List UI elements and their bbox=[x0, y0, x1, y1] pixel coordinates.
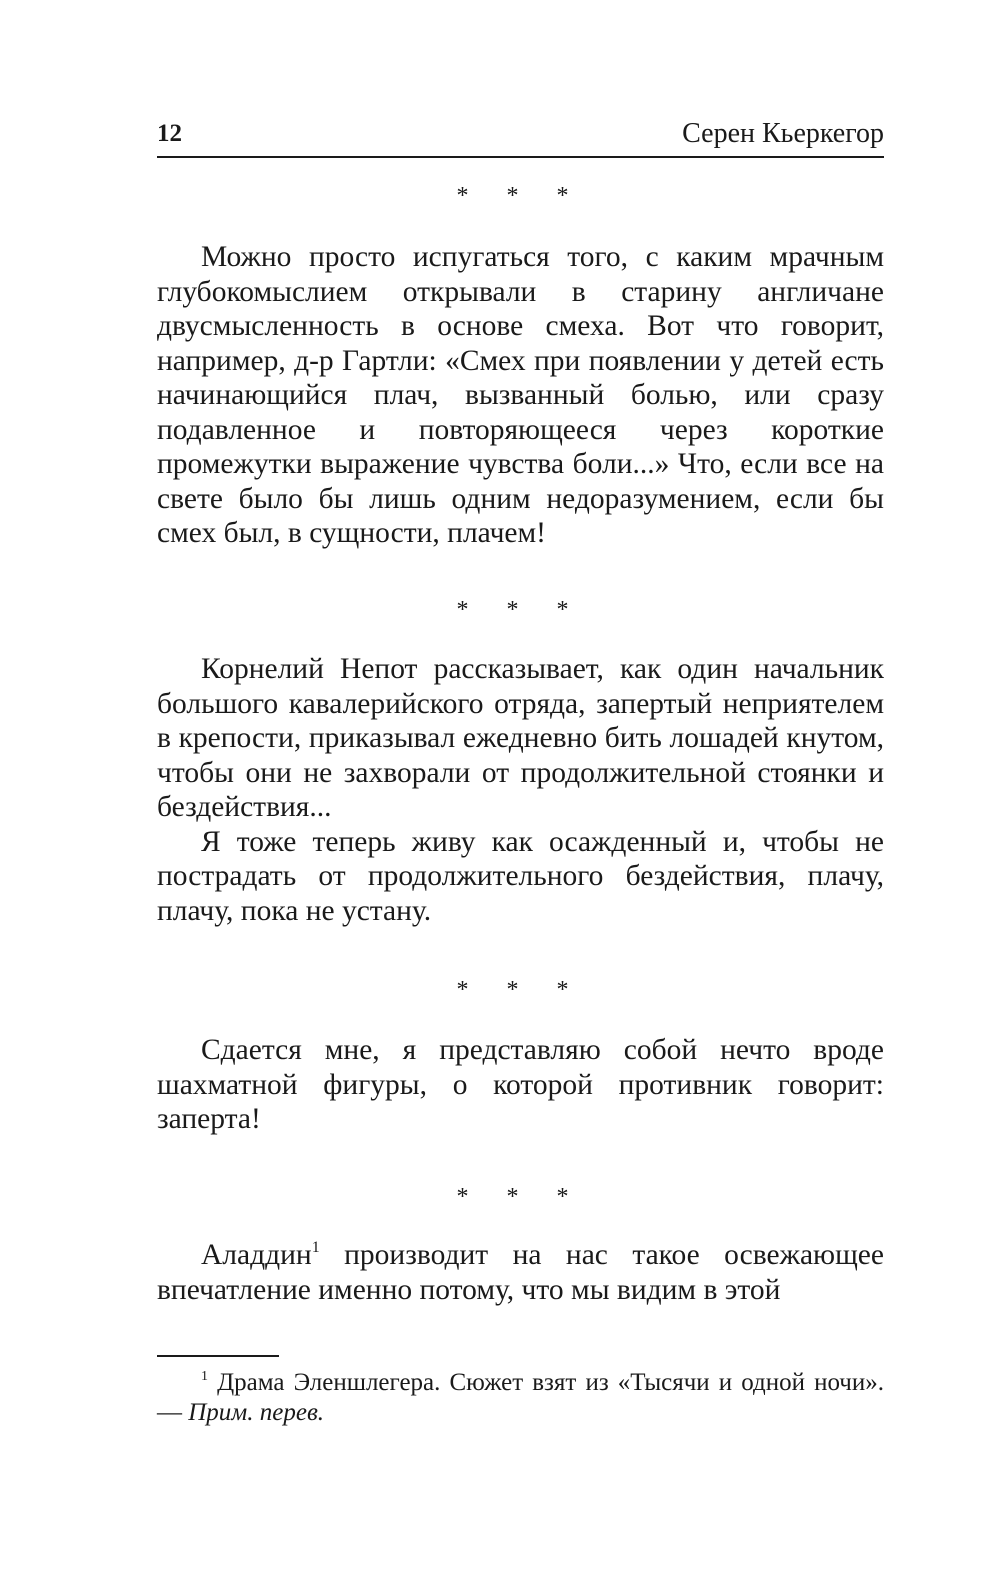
paragraph: Можно просто испугаться того, с каким мрачным глубокомыслием открывали в старину англичане двусмысленность в основе смеха. Вот что говорит, например, д-р Гартли: «Смех при появлении у детей есть начинающийся плач, вызванный болью, или сразу подавленное и повторяющееся через короткие промежутки выражение чувства боли...» Что, если все на свете было бы лишь одним недоразумением, если бы смех был, в сущности, плачем! bbox=[157, 241, 884, 549]
paragraph bbox=[157, 1238, 884, 1307]
section-chess-piece bbox=[157, 1033, 884, 1137]
paragraph-text: производит на нас такое освежающее впечатление именно потому, что мы видим в этой bbox=[157, 1239, 884, 1306]
translator-note: Прим. перев. bbox=[188, 1399, 325, 1426]
section-aladdin bbox=[157, 1238, 884, 1307]
footnote-divider bbox=[157, 1355, 279, 1357]
section-separator: * * * bbox=[456, 1184, 585, 1210]
page-number: 12 bbox=[157, 120, 182, 147]
page-header bbox=[157, 112, 884, 158]
section-separator: * * * bbox=[456, 977, 585, 1003]
paragraph: Сдается мне, я представляю собой нечто вроде шахматной фигуры, о которой противник говорит: заперта! bbox=[157, 1034, 884, 1135]
running-head: Серен Кьеркегор bbox=[682, 118, 884, 149]
section-separator: * * * bbox=[456, 597, 585, 623]
section-separator: * * * bbox=[456, 183, 585, 209]
lead-word: Аладдин bbox=[201, 1239, 312, 1271]
footnote-marker: 1 bbox=[201, 1369, 208, 1384]
section-cornelius-nepos bbox=[157, 652, 884, 928]
footnote-text: Драма Эленшлегера. Сюжет взят из «Тысячи и одной ночи». — bbox=[157, 1369, 884, 1426]
paragraph: Я тоже теперь живу как осажденный и, чтобы не пострадать от продолжительного бездействия, плачу, плачу, пока не устану. bbox=[157, 825, 884, 927]
paragraph: Корнелий Непот рассказывает, как один начальник большого кавалерийского отряда, запертый неприятелем в крепости, приказывал ежедневно бить лошадей кнутом, чтобы они не захворали от продолжительной стоянки и бездействия... bbox=[157, 653, 884, 823]
footnote bbox=[157, 1368, 884, 1428]
section-laughter bbox=[157, 240, 884, 551]
footnote-reference[interactable]: 1 bbox=[311, 1239, 320, 1256]
